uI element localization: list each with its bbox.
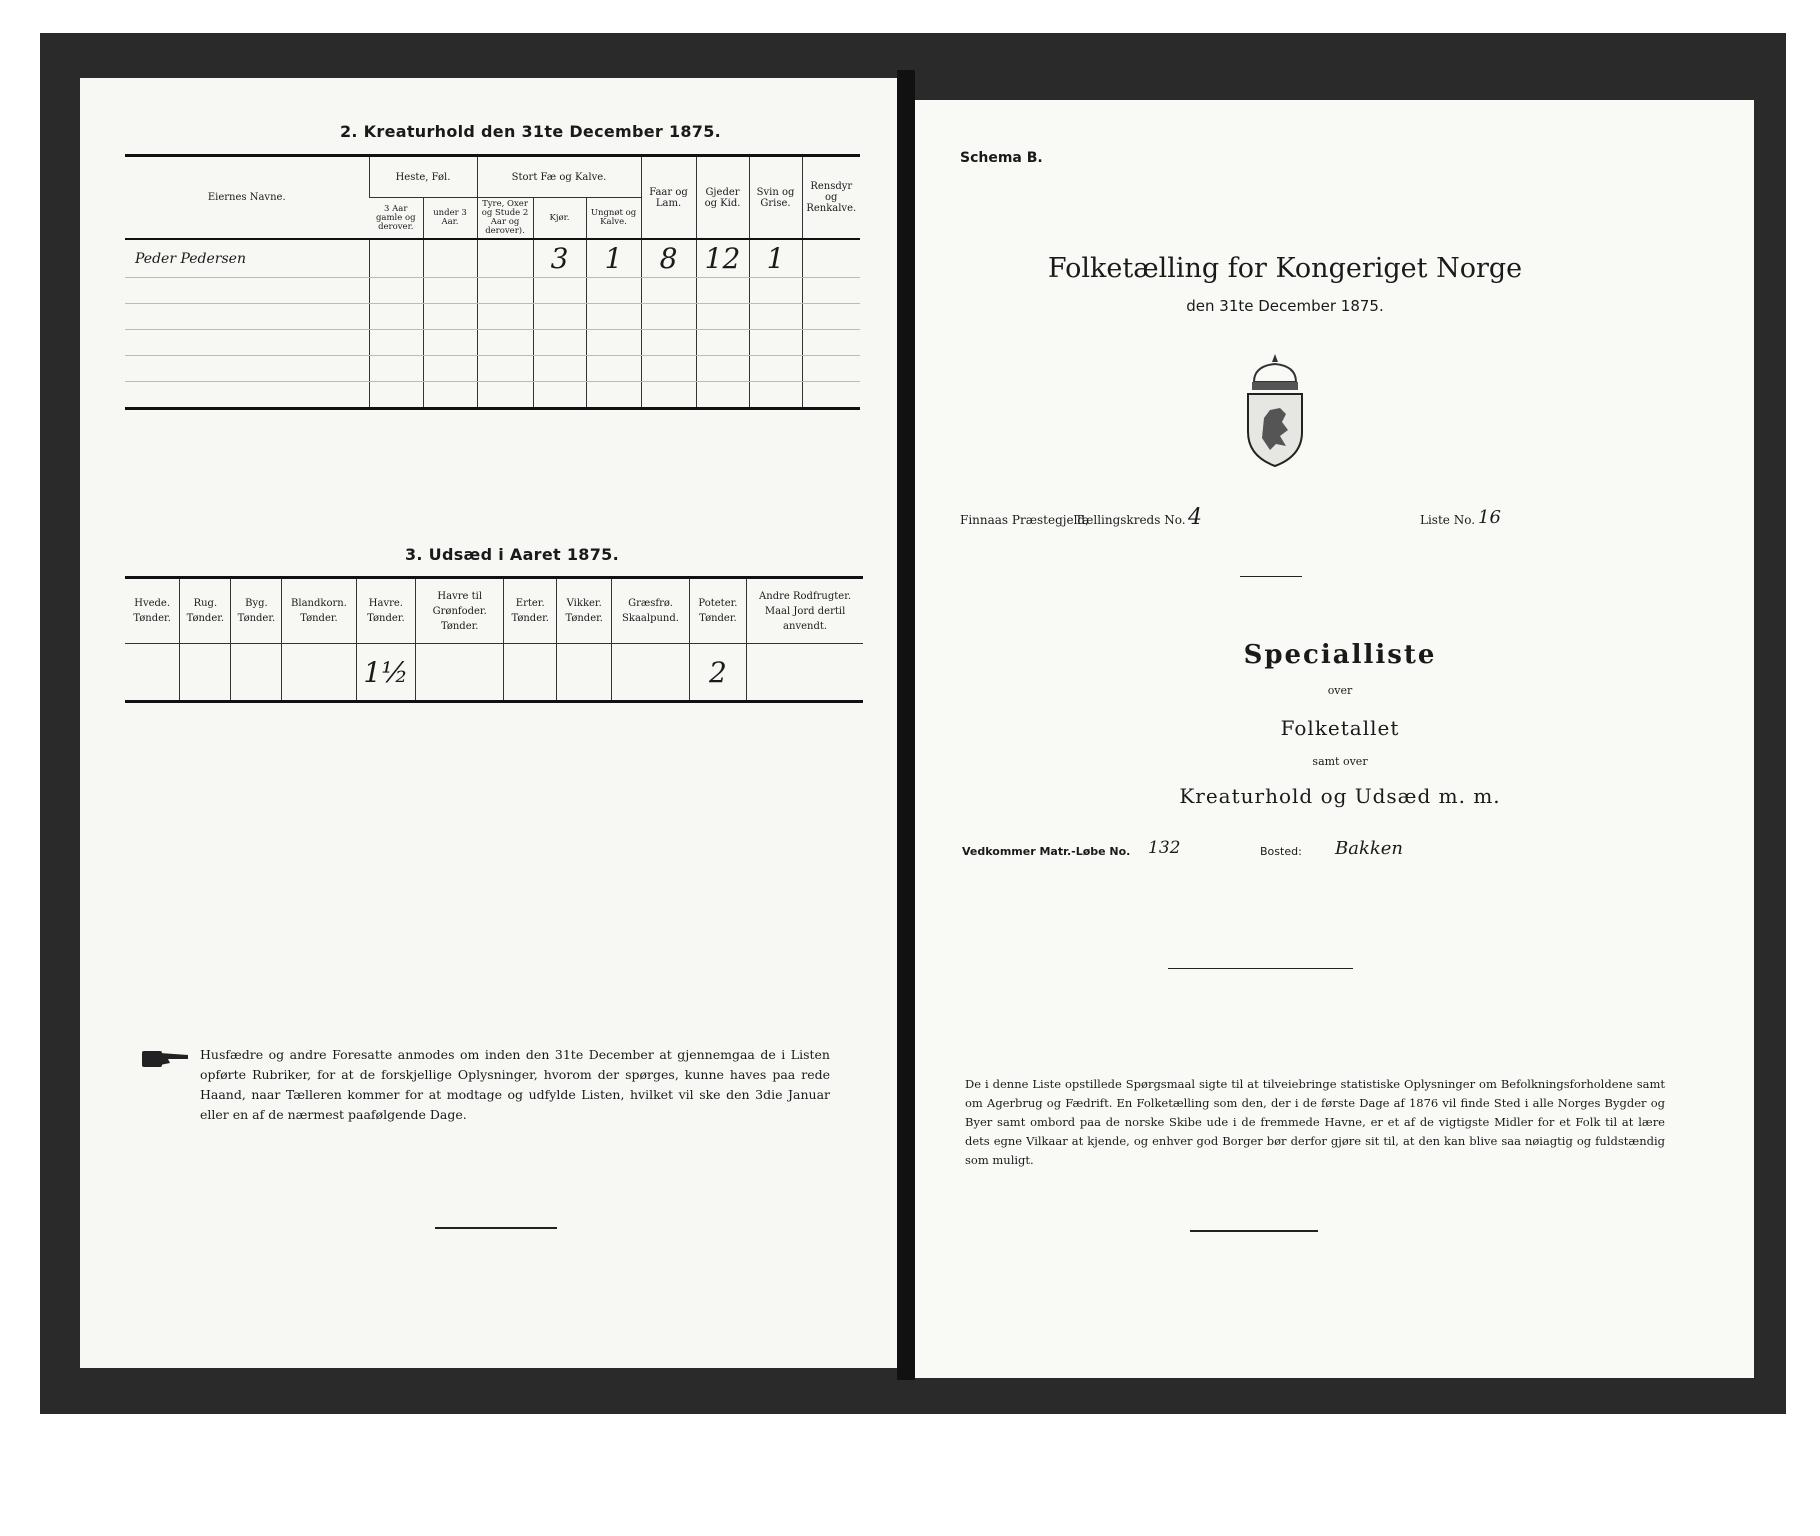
over-label: over <box>1327 684 1353 697</box>
district-label: Tællingskreds No. <box>1075 513 1186 527</box>
special-list-title: Specialliste <box>1243 640 1437 670</box>
table-row <box>125 239 860 278</box>
table-row <box>125 330 860 356</box>
divider <box>435 1227 557 1229</box>
divider <box>1168 968 1353 969</box>
parish-label: Finnaas Præstegjeld, <box>960 513 1089 527</box>
divider <box>1240 576 1302 577</box>
notice-text: Husfædre og andre Foresatte anmodes om inden den 31te December at gjennemgaa de i Listen opførte Rubriker, for at de forskjellige Oplysninger, hvorom der spørges, kunne haves paa rede Haand, naar Tælleren kommer for at modtage og udfylde Listen, hvilket vil ske den 3die Januar eller en af de nærmest paafølgende Dage. <box>200 1047 830 1122</box>
matr-label: Vedkommer Matr.-Løbe No. <box>962 845 1131 858</box>
seed-cell <box>557 644 612 702</box>
seed-col-header: Blandkorn. Tønder. <box>282 578 356 644</box>
subtitle-label: Kreaturhold og Udsæd m. m. <box>1179 784 1501 808</box>
table-row <box>125 644 863 702</box>
seed-col-header: Hvede. Tønder. <box>125 578 180 644</box>
pigs-value: 1 <box>766 242 785 275</box>
owner-name: Peder Pedersen <box>135 250 246 267</box>
goats-header: Gjeder og Kid. <box>696 156 749 240</box>
livestock-heading: 2. Kreaturhold den 31te December 1875. <box>340 122 722 141</box>
samt-over-label: samt over <box>1312 755 1368 768</box>
goats-value: 12 <box>704 242 741 275</box>
seed-col-header: Græsfrø. Skaalpund. <box>612 578 690 644</box>
census-date: den 31te December 1875. <box>1186 297 1384 315</box>
horses-young-header: under 3 Aar. <box>423 198 477 240</box>
seed-col-header: Havre. Tønder. <box>356 578 416 644</box>
cattle-header: Stort Fæ og Kalve. <box>477 156 641 198</box>
pigs-header: Svin og Grise. <box>749 156 802 240</box>
pointing-hand-icon <box>140 1047 192 1071</box>
young-cattle-value: 1 <box>604 242 623 275</box>
bosted-label: Bosted: <box>1260 845 1302 858</box>
seed-cell <box>180 644 231 702</box>
reindeer-header: Rensdyr og Renkalve. <box>802 156 860 240</box>
horses-old-header: 3 Aar gamle og derover. <box>369 198 423 240</box>
seed-cell: 2 <box>689 644 746 702</box>
book-spine <box>897 70 915 1380</box>
schema-label: Schema B. <box>960 150 1043 166</box>
seed-col-header: Vikker. Tønder. <box>557 578 612 644</box>
sheep-value: 8 <box>659 242 678 275</box>
seed-col-header: Poteter. Tønder. <box>689 578 746 644</box>
coat-of-arms-icon <box>1240 352 1310 470</box>
seed-cell <box>504 644 557 702</box>
seed-col-header: Byg. Tønder. <box>231 578 282 644</box>
seed-col-header: Rug. Tønder. <box>180 578 231 644</box>
seed-cell: 1½ <box>356 644 416 702</box>
cattle-bulls-header: Tyre, Oxer og Stude 2 Aar og derover). <box>477 198 533 240</box>
census-title: Folketælling for Kongeriget Norge <box>1047 253 1523 284</box>
seed-cell <box>747 644 863 702</box>
list-label: Liste No. <box>1420 513 1476 527</box>
seed-cell <box>231 644 282 702</box>
owner-col-header: Eiernes Navne. <box>207 192 286 203</box>
cattle-cows-header: Kjør. <box>533 198 586 240</box>
divider <box>1190 1230 1318 1232</box>
seed-col-header: Erter. Tønder. <box>504 578 557 644</box>
footer-text: De i denne Liste opstillede Spørgsmaal sigte til at tilveiebringe statistiske Oplysninger om Befolkningsforholdene samt om Agerbrug og Fædrift. En Folketælling som den, der i de første Dage af 1876 vil finde Sted i alle Norges Bygder og Byer samt ombord paa de norske Skibe ude i de fremmede Havne, er et af de vigtigste Midler for et Folk til at lære dets egne Vilkaar at kjende, og enhver god Borger bør derfor gjøre sit til, at den kan blive saa nøiagtig og fuldstændig som muligt. <box>965 1077 1665 1167</box>
seed-cell <box>125 644 180 702</box>
table-row <box>125 382 860 409</box>
seed-table <box>125 576 863 703</box>
seed-cell <box>282 644 356 702</box>
seed-col-header: Havre til Grønfoder. Tønder. <box>416 578 504 644</box>
cattle-young-header: Ungnøt og Kalve. <box>586 198 641 240</box>
cows-value: 3 <box>550 242 569 275</box>
table-row <box>125 278 860 304</box>
livestock-table <box>125 154 860 410</box>
matr-number: 132 <box>1148 838 1181 858</box>
bosted-value: Bakken <box>1335 838 1404 859</box>
table-row <box>125 304 860 330</box>
seed-cell <box>612 644 690 702</box>
list-number: 16 <box>1478 507 1501 528</box>
folketallet-label: Folketallet <box>1280 716 1400 740</box>
seed-cell <box>416 644 504 702</box>
seed-col-header: Andre Rodfrugter. Maal Jord dertil anvendt. <box>747 578 863 644</box>
horses-header: Heste, Føl. <box>369 156 477 198</box>
sheep-header: Faar og Lam. <box>641 156 696 240</box>
seed-heading: 3. Udsæd i Aaret 1875. <box>405 545 619 564</box>
district-number: 4 <box>1188 505 1202 530</box>
table-row <box>125 356 860 382</box>
